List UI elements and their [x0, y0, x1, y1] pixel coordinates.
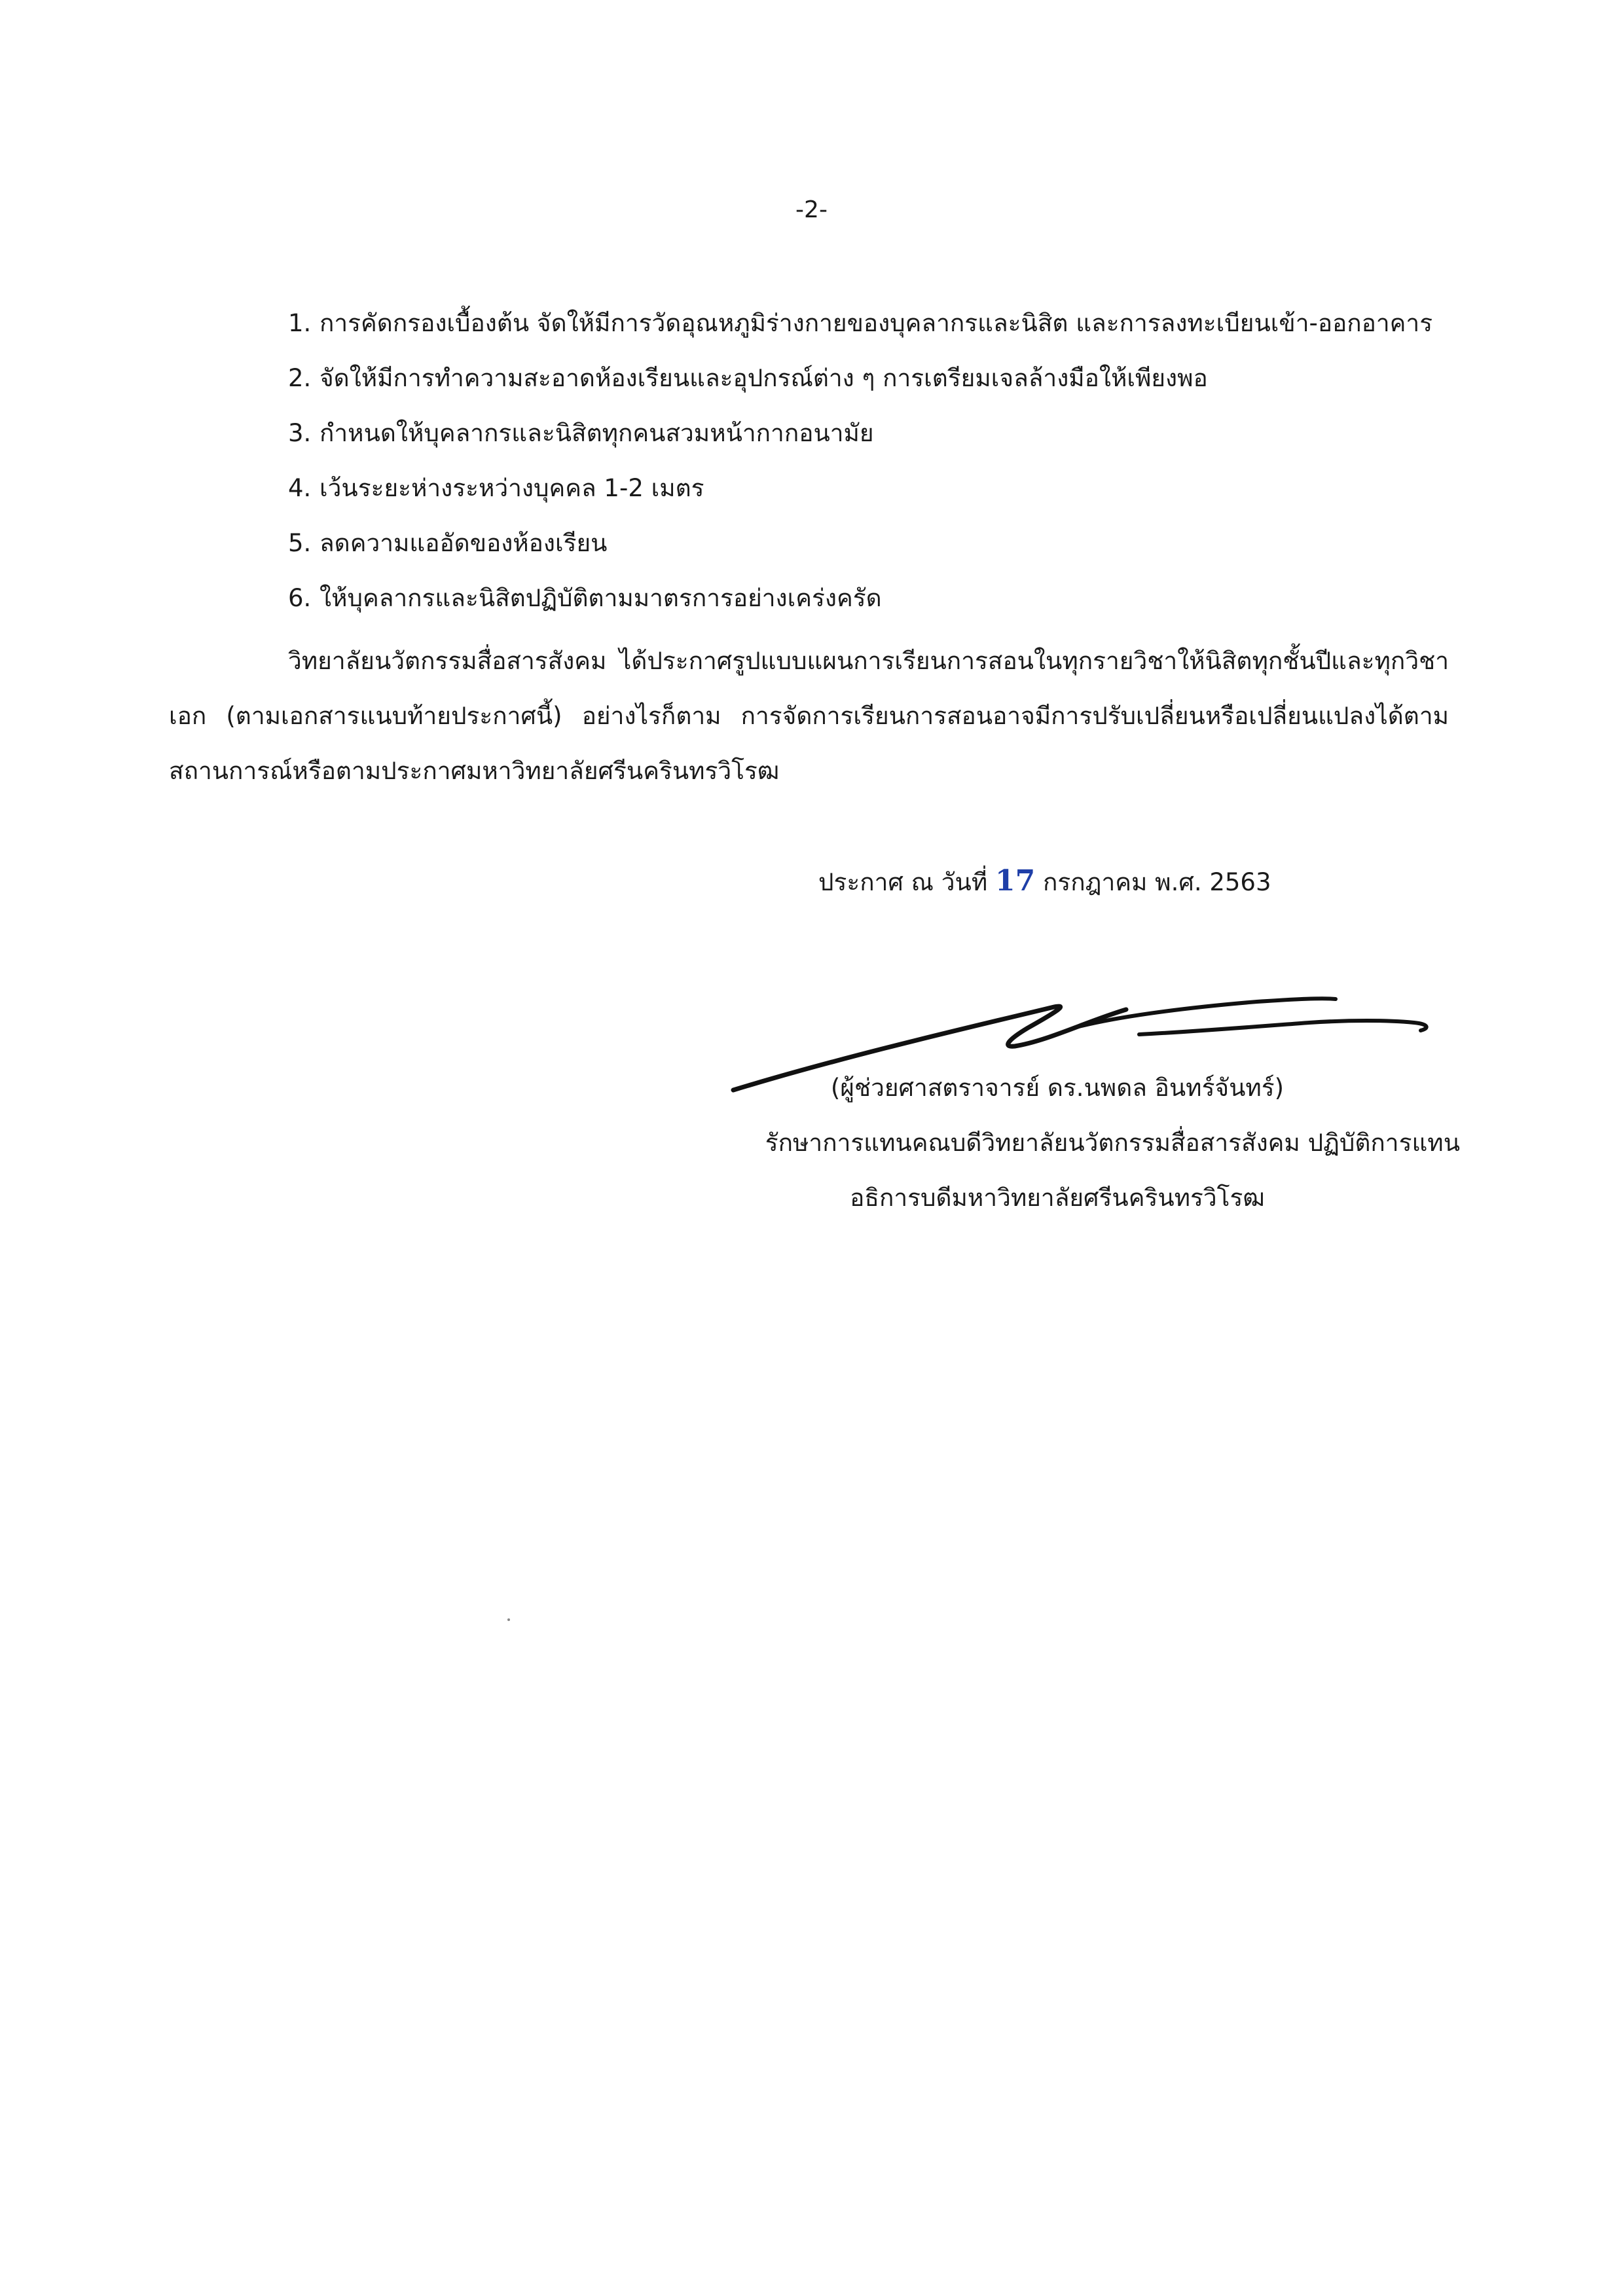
list-item	[288, 583, 1467, 638]
measures-list	[288, 308, 1467, 638]
list-item	[288, 308, 1467, 363]
list-item-text: ให้บุคลากรและนิสิตปฏิบัติตามมาตรการอย่างเคร่งครัด	[319, 584, 882, 612]
list-item	[288, 473, 1467, 528]
date-month-year: กรกฎาคม พ.ศ. 2563	[1042, 868, 1271, 896]
list-item-number: 5.	[288, 529, 312, 557]
list-item-text: การคัดกรองเบื้องต้น จัดให้มีการวัดอุณหภูมิร่างกายของบุคลากรและนิสิต และการลงทะเบียนเข้า-ออกอาคาร	[319, 309, 1433, 337]
announcement-date	[818, 863, 1271, 902]
list-item-text: ลดความแออัดของห้องเรียน	[319, 529, 608, 557]
signatory-title-line-1: รักษาการแทนคณบดีวิทยาลัยนวัตกรรมสื่อสารสังคม ปฏิบัติการแทน	[765, 1129, 1460, 1157]
signature-stroke	[1139, 1021, 1427, 1034]
list-item	[288, 418, 1467, 473]
page-number: -2-	[795, 196, 828, 223]
date-day: 17	[994, 864, 1036, 898]
list-item	[288, 528, 1467, 583]
list-item-number: 4.	[288, 474, 312, 502]
body-paragraph: วิทยาลัยนวัตกรรมสื่อสารสังคม ได้ประกาศรูปแบบแผนการเรียนการสอนในทุกรายวิชาให้นิสิตทุกชั้นปีและทุกวิชาเอก (ตามเอกสารแนบท้ายประกาศนี้) อย่างไรก็ตาม การจัดการเรียนการสอนอาจมีการปรับเปลี่ยนหรือเปลี่ยนแปลงได้ตามสถานการณ์หรือตามประกาศมหาวิทยาลัยศรีนครินทรวิโรฒ	[169, 647, 1449, 785]
list-item-text: จัดให้มีการทำความสะอาดห้องเรียนและอุปกรณ์ต่าง ๆ การเตรียมเจลล้างมือให้เพียงพอ	[319, 364, 1208, 392]
scan-artifact	[507, 1618, 510, 1621]
list-item-text: กำหนดให้บุคลากรและนิสิตทุกคนสวมหน้ากากอนามัย	[319, 419, 874, 447]
list-item-number: 3.	[288, 419, 312, 447]
date-prefix: ประกาศ ณ วันที่	[818, 868, 988, 896]
list-item-text: เว้นระยะห่างระหว่างบุคคล 1-2 เมตร	[319, 474, 704, 502]
list-item-number: 1.	[288, 309, 312, 337]
list-item-number: 2.	[288, 364, 312, 392]
signatory-name: (ผู้ช่วยศาสตราจารย์ ดร.นพดล อินทร์จันทร์)	[830, 1074, 1285, 1102]
list-item-number: 6.	[288, 584, 312, 612]
signature-block	[655, 1072, 1460, 1237]
signatory-title-line-2: อธิการบดีมหาวิทยาลัยศรีนครินทรวิโรฒ	[850, 1184, 1265, 1212]
list-item	[288, 363, 1467, 418]
